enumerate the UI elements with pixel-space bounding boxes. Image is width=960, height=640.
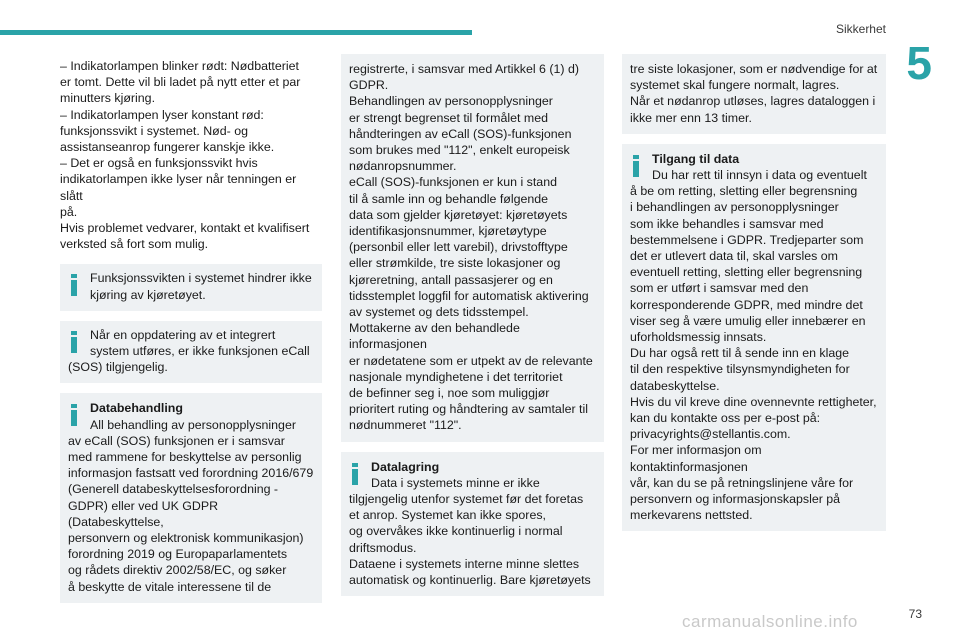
text-line: indikatorlampen ikke lyser når tenningen er slått bbox=[60, 172, 297, 203]
text-line: er tomt. Dette vil bli ladet på nytt etter et par bbox=[60, 75, 301, 90]
text-line: personvern og informasjonskapsler på bbox=[630, 492, 841, 507]
text-line: som brukes med "112", enkelt europeisk bbox=[349, 143, 570, 158]
text-line: assistanseanrop fungerer kanskje ikke. bbox=[60, 140, 275, 155]
column-2 bbox=[341, 54, 604, 606]
text-line: ikke mer enn 13 timer. bbox=[630, 110, 752, 125]
box-title: Tilgang til data bbox=[652, 151, 740, 166]
text-line: Data i systemets minne er ikke bbox=[371, 475, 540, 490]
box-title: Databehandling bbox=[90, 401, 183, 416]
text-line: Dataene i systemets interne minne slettes bbox=[349, 556, 580, 571]
box-text bbox=[68, 417, 314, 595]
text-line: på. bbox=[60, 204, 78, 219]
note-box-malfunction bbox=[60, 264, 322, 310]
chapter-number: 5 bbox=[906, 37, 932, 89]
box-text bbox=[349, 475, 596, 588]
text-line: informasjon fastsatt ved forordning 2016/679 bbox=[68, 466, 314, 481]
text-line: kjøring av kjøretøyet. bbox=[90, 287, 206, 302]
text-line: databeskyttelse. bbox=[630, 378, 720, 393]
text-line: forordning 2019 og Europaparlamentets bbox=[68, 547, 288, 562]
text-line: i behandlingen av personopplysninger bbox=[630, 200, 839, 215]
info-icon bbox=[68, 331, 82, 353]
box-title: Datalagring bbox=[371, 459, 440, 474]
text-line: uforholdsmessig innsats. bbox=[630, 330, 767, 345]
text-line: All behandling av personopplysninger bbox=[90, 417, 296, 432]
text-line: – Det er også en funksjonssvikt hvis bbox=[60, 156, 258, 171]
text-line: – Indikatorlampen blinker rødt: Nødbatteriet bbox=[60, 59, 299, 73]
text-line: bestemmelsene i GDPR. Tredjeparter som bbox=[630, 232, 864, 247]
info-icon bbox=[630, 155, 644, 177]
box-text bbox=[630, 61, 878, 126]
text-line: prioritert ruting og håndtering av samtaler til bbox=[349, 402, 588, 417]
text-line: håndteringen av eCall (SOS)-funksjonen bbox=[349, 126, 572, 141]
text-line: merkevarens nettsted. bbox=[630, 508, 753, 523]
text-line: av systemet og dets tidsstempel. bbox=[349, 305, 529, 320]
text-line: tidsstemplet loggfil for automatisk aktivering bbox=[349, 288, 589, 303]
text-line: tre siste lokasjoner, som er nødvendige for at bbox=[630, 62, 878, 76]
text-line: tilgjengelig utenfor systemet før det foretas bbox=[349, 492, 584, 507]
text-line: av eCall (SOS) funksjonen er i samsvar bbox=[68, 433, 285, 448]
text-line: å be om retting, sletting eller begrensning bbox=[630, 184, 858, 199]
text-line: viser seg å være umulig eller innebærer en bbox=[630, 313, 866, 328]
text-line: et anrop. Systemet kan ikke spores, bbox=[349, 508, 546, 523]
text-line: Du har rett til innsyn i data og eventuelt bbox=[652, 168, 867, 183]
note-text bbox=[68, 270, 314, 302]
text-line: og rådets direktiv 2002/58/EC, og søker bbox=[68, 563, 287, 578]
data-storage-continued-box bbox=[622, 54, 886, 134]
text-line: vår, kan du se på retningslinjene våre for bbox=[630, 475, 854, 490]
info-icon bbox=[68, 274, 82, 296]
text-line: er strengt begrenset til formålet med bbox=[349, 110, 549, 125]
text-line: (Generell databeskyttelsesforordning - bbox=[68, 482, 279, 497]
text-line: kjøreretning, antall passasjerer og en bbox=[349, 272, 553, 287]
text-line: registrerte, i samsvar med Artikkel 6 (1) d) bbox=[349, 62, 579, 76]
text-line: å beskytte de vitale interessene til de bbox=[68, 579, 272, 594]
text-line: system utføres, er ikke funksjonen eCall bbox=[90, 344, 310, 359]
text-line: som ikke behandles i samsvar med bbox=[630, 216, 824, 231]
text-line: eventuell retting, sletting eller begrensning bbox=[630, 265, 863, 280]
text-line: nasjonale myndighetene i det territoriet bbox=[349, 369, 563, 384]
text-line: korresponderende GDPR, med mindre det bbox=[630, 297, 863, 312]
text-line: nødanropsnummer. bbox=[349, 159, 457, 174]
text-line: Hvis problemet vedvarer, kontakt et kvalifisert bbox=[60, 221, 310, 236]
box-text bbox=[349, 61, 596, 434]
header-accent-bar bbox=[0, 30, 472, 35]
column-3 bbox=[622, 54, 886, 541]
text-line: med rammene for beskyttelse av personlig bbox=[68, 450, 302, 465]
text-line: verksted så fort som mulig. bbox=[60, 237, 209, 252]
text-line: som er utført i samsvar med den bbox=[630, 281, 809, 296]
note-box-update bbox=[60, 321, 322, 384]
text-line: privacyrights@stellantis.com. bbox=[630, 427, 791, 442]
text-line: automatisk og kontinuerlig. Bare kjøretøyets bbox=[349, 573, 591, 588]
text-line: (SOS) tilgjengelig. bbox=[68, 360, 168, 375]
text-line: Hvis du vil kreve dine ovennevnte rettigheter, bbox=[630, 394, 877, 409]
text-line: eller strømkilde, tre siste lokasjoner og bbox=[349, 256, 561, 271]
text-line: er nødetatene som er utpekt av de relevante bbox=[349, 353, 593, 368]
text-line: Du har også rett til å sende inn en klage bbox=[630, 346, 850, 361]
text-line: – Indikatorlampen lyser konstant rød: bbox=[60, 107, 264, 122]
text-line: identifikasjonsnummer, kjøretøytype bbox=[349, 224, 547, 239]
data-access-box bbox=[622, 144, 886, 532]
watermark: carmanualsonline.info bbox=[682, 612, 858, 631]
text-line: minutters kjøring. bbox=[60, 91, 156, 106]
page-number: 73 bbox=[908, 607, 922, 621]
text-line: eCall (SOS)-funksjonen er kun i stand bbox=[349, 175, 557, 190]
text-line: (personbil eller lett varebil), drivstofftype bbox=[349, 240, 568, 255]
data-processing-continued-box bbox=[341, 54, 604, 442]
text-line: GDPR) eller ved UK GDPR (Databeskyttelse, bbox=[68, 498, 219, 529]
text-line: og overvåkes ikke kontinuerlig i normal bbox=[349, 524, 563, 539]
text-line: Når et nødanrop utløses, lagres dataloggen i bbox=[630, 94, 876, 109]
text-line: nødnummeret "112". bbox=[349, 418, 462, 433]
indicator-lamp-text bbox=[60, 58, 322, 252]
data-storage-box bbox=[341, 452, 604, 597]
text-line: personvern og elektronisk kommunikasjon) bbox=[68, 531, 304, 546]
info-icon bbox=[68, 404, 82, 426]
text-line: kan du kontakte oss per e-post på: bbox=[630, 411, 821, 426]
note-text bbox=[68, 327, 314, 376]
text-line: For mer informasjon om kontaktinformasjonen bbox=[630, 443, 762, 474]
text-line: Funksjonssvikten i systemet hindrer ikke bbox=[90, 271, 312, 286]
info-icon bbox=[349, 463, 363, 485]
text-line: GDPR. bbox=[349, 78, 389, 93]
text-line: data som gjelder kjøretøyet: kjøretøyets bbox=[349, 207, 568, 222]
text-line: det er utlevert data til, skal varsles om bbox=[630, 249, 838, 264]
text-line: Mottakerne av den behandlede informasjonen bbox=[349, 321, 520, 352]
text-line: Når en oppdatering av et integrert bbox=[90, 327, 276, 342]
text-line: de befinner seg i, noe som muliggjør bbox=[349, 386, 550, 401]
text-line: systemet skal fungere normalt, lagres. bbox=[630, 78, 840, 93]
text-line: funksjonssvikt i systemet. Nød- og bbox=[60, 123, 248, 138]
column-1 bbox=[60, 58, 322, 613]
data-processing-box bbox=[60, 393, 322, 602]
text-line: til den respektive tilsynsmyndigheten for bbox=[630, 362, 850, 377]
text-line: til å samle inn og behandle følgende bbox=[349, 191, 549, 206]
text-line: Behandlingen av personopplysninger bbox=[349, 94, 553, 109]
box-text bbox=[630, 167, 878, 523]
section-title: Sikkerhet bbox=[835, 22, 886, 36]
text-line: driftsmodus. bbox=[349, 540, 417, 555]
